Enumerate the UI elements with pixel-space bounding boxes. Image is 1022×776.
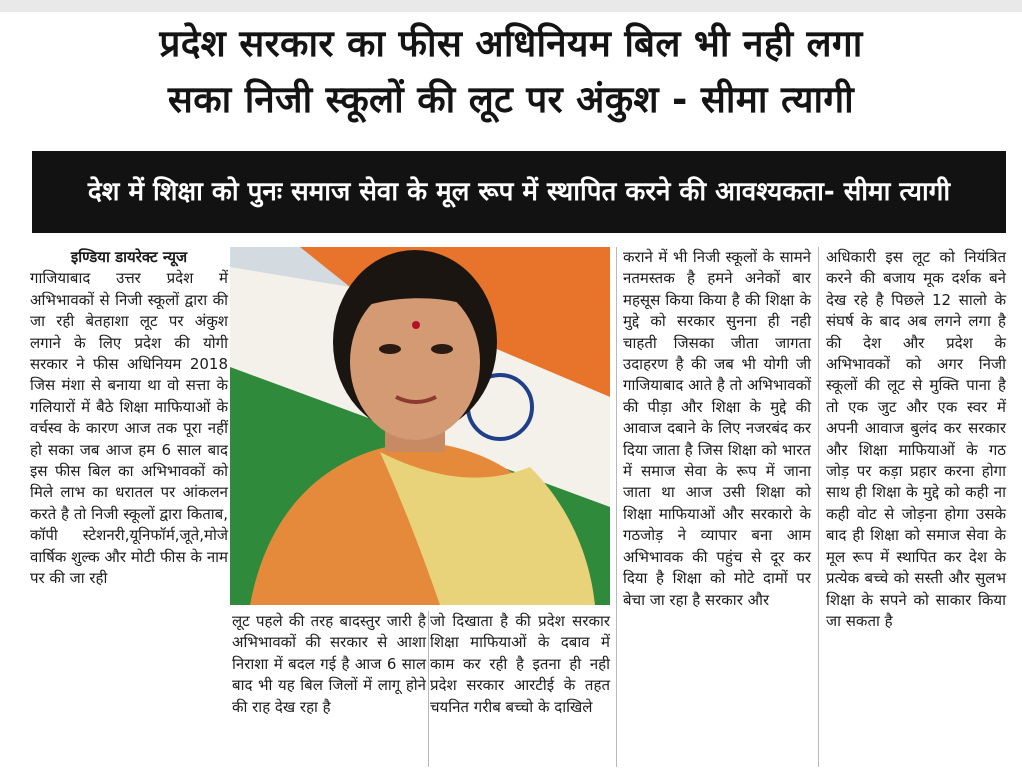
article-column-1 — [30, 247, 228, 590]
top-strip — [0, 0, 1022, 12]
column-3-text: जो दिखाता है की प्रदेश सरकार शिक्षा माफियाओं के दबाव में काम कर रही है इतना ही नही प्रदेश सरकार आरटीई के तहत चयनित गरीब बच्चो के दाखिले — [430, 612, 610, 716]
column-divider — [428, 611, 429, 767]
article-column-2 — [232, 611, 426, 718]
face — [350, 284, 480, 440]
subheadline-text: देश में शिक्षा को पुनः समाज सेवा के मूल रूप में स्थापित करने की आवश्यकता- सीमा त्यागी — [87, 177, 951, 207]
left-eye — [379, 344, 401, 354]
article-column-3 — [430, 611, 610, 718]
column-2-text: लूट पहले की तरह बादस्तुर जारी है अभिभावकों की सरकार से आशा निराशा में बदल गई है आज 6 साल बाद भी यह बिल जिलों में लागू होने की राह देख रहा है — [232, 612, 426, 716]
headline — [20, 16, 1002, 128]
portrait-photo — [230, 247, 610, 605]
column-1-text: गाजियाबाद उत्तर प्रदेश में अभिभावकों से निजी स्कूलों द्वारा की जा रही बेतहाशा लूट पर अंकुश लगाने के लिए प्रदेश की योगी सरकार ने फीस अधिनियम 2018 जिस मंशा से बनाया था वो सत्ता के गलियारों में बैठे शिक्षा माफियाओं के वर्चस्व के कारण आज तक पूरा नहीं हो सका जब आज हम 6 साल बाद इस फीस बिल का अभिभावकों को मिले लाभ का धरातल पर आंकलन करते है तो निजी स्कूलों द्वारा किताब, कॉपी स्टेशनरी,यूनिफॉर्म,जूते,मोजे वार्षिक शुल्क और मोटी फीस के नाम पर की जा रही — [30, 269, 228, 588]
bindi — [412, 321, 420, 329]
column-divider — [818, 247, 819, 767]
headline-line-2: सका निजी स्कूलों की लूट पर अंकुश - सीमा त्यागी — [167, 78, 855, 121]
article-column-5 — [826, 247, 1006, 632]
article-column-4 — [623, 247, 811, 611]
right-eye — [431, 344, 453, 354]
column-5-text: अधिकारी इस लूट को नियंत्रित करने की बजाय मूक दर्शक बने देख रहे है पिछले 12 सालो के संघर्ष के बाद अब लगने लगा है की देश और प्रदेश के अभिभावकों को अगर निजी स्कूलों की लूट से मुक्ति पाना है तो एक जुट और एक स्वर में अपनी आवाज बुलंद कर सरकार और शिक्षा माफियाओं के गठ जोड़ पर कड़ा प्रहार करना होगा साथ ही शिक्षा के मुद्दे को कही ना कही वोट से जोड़ना होगा उसके बाद ही शिक्षा को समाज सेवा के मूल रूप में स्थापित कर देश के प्रत्येक बच्चे को सस्ती और सुलभ शिक्षा के सपने को साकार किया जा सकता है — [826, 248, 1006, 630]
column-4-text: कराने में भी निजी स्कूलों के सामने नतमस्तक है हमने अनेकों बार महसूस किया किया है की शिक्षा के मुद्दे को सरकार सुनना ही नही चाहती जिसका जीता जागता उदाहरण है की जब भी योगी जी गाजियाबाद आते है तो अभिभावकों की पीड़ा और शिक्षा के मुद्दे की आवाज दबाने के लिए नजरबंद कर दिया जाता है जिस शिक्षा को भारत में समाज सेवा के रूप में जाना जाता था आज उसी शिक्षा को शिक्षा माफियाओं और सरकारो के गठजोड़ ने व्यापार बना आम अभिभावक की पहुंच से दूर कर दिया है शिक्षा को मोटे दामों पर बेचा जा रहा है सरकार और — [623, 248, 811, 609]
column-divider — [616, 247, 617, 767]
headline-line-1: प्रदेश सरकार का फीस अधिनियम बिल भी नही लगा — [159, 22, 863, 65]
portrait-illustration — [230, 247, 610, 605]
byline: इण्डिया डायरेक्ट न्यूज — [70, 248, 188, 266]
subheadline-bar — [32, 151, 1006, 233]
